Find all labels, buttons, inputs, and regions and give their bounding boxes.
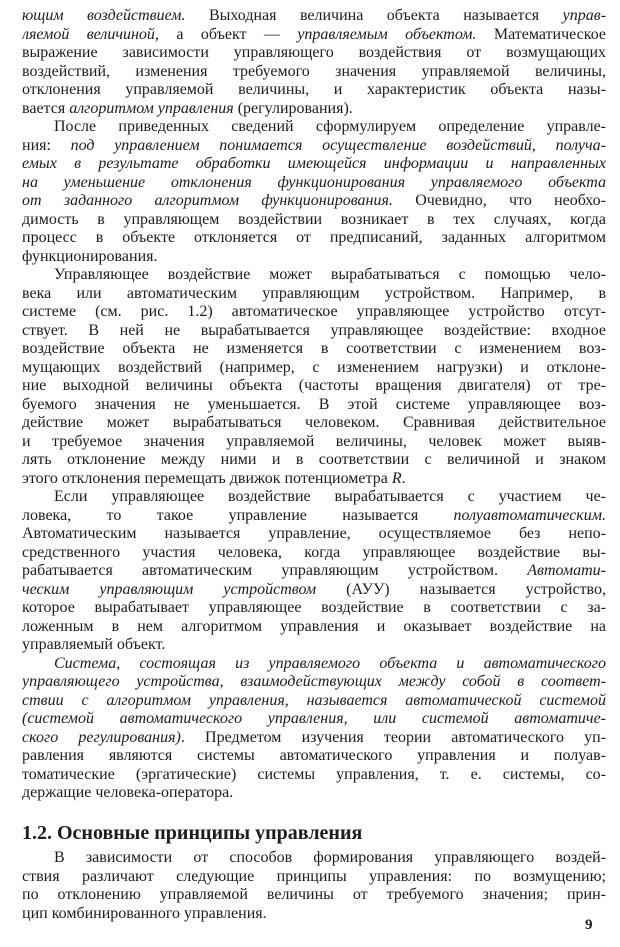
text-line	[22, 284, 606, 304]
text-run: .	[401, 469, 406, 487]
text-line	[54, 654, 606, 674]
text-run: действие может вырабатываться человеком. Сравнивая действительное	[22, 414, 606, 431]
text-line	[22, 450, 606, 470]
text-run: Управляющее воздействие может вырабатываться с помощью чело-	[54, 266, 606, 283]
text-run: ложенным в нем алгоритмом управления и оказывает воздействие на	[22, 617, 606, 635]
italic-run: управляющего устройства, взаимодействующих между собой в соответ-	[22, 673, 606, 690]
italic-run: ского регулирования)	[22, 728, 181, 746]
text-line	[22, 524, 606, 544]
text-run: (АУУ) называется устройство,	[316, 580, 606, 598]
text-line	[22, 469, 606, 489]
text-run: (регулирования).	[233, 99, 353, 117]
italic-run: под управлением понимается осуществление воздействий, получа-	[70, 136, 606, 154]
text-line	[54, 848, 606, 868]
text-run: Очевидно, что необхо-	[392, 192, 606, 209]
italic-run: на уменьшение отклонения функционирования управляемого объекта	[22, 173, 606, 191]
text-line	[22, 765, 606, 785]
text-line	[22, 904, 606, 924]
text-line	[22, 617, 606, 637]
text-line	[22, 321, 606, 341]
text-line	[22, 376, 606, 396]
text-run: Если управляющее воздействие вырабатывается с участием че-	[54, 488, 606, 505]
text-line	[54, 265, 606, 285]
text-run: буемого значения не уменьшается. В этой системе управляющее воз-	[22, 395, 606, 413]
italic-run: Система, состоящая из управляемого объекта и автоматического	[54, 654, 606, 672]
italic-run: управ-	[562, 7, 606, 24]
text-run: а объект —	[158, 25, 298, 43]
text-line	[22, 99, 606, 119]
text-line	[22, 302, 606, 322]
italic-run: емых в результате обработки имеющейся информации и направленных	[22, 155, 606, 172]
text-line	[22, 62, 606, 82]
text-line	[22, 358, 606, 378]
text-run: по отклонению управляемой величины от требуемого значения; прин-	[22, 886, 606, 903]
text-run: ствия различают следующие принципы управления: по возмущению;	[22, 867, 606, 885]
text-line	[22, 691, 606, 711]
text-line	[22, 543, 606, 563]
text-run: средственного участия человека, когда управляющее воздействие вы-	[22, 543, 606, 561]
text-line	[22, 395, 606, 415]
text-run: ловека, то такое управление называется	[22, 506, 454, 524]
italic-run: ческим управляющим устройством	[22, 580, 317, 598]
text-run: . Предметом изучения теории автоматического уп-	[180, 728, 606, 746]
text-run: отклонения управляемой величины, и характеристик объекта назы-	[22, 81, 606, 98]
text-line	[22, 136, 606, 156]
text-line	[22, 728, 606, 748]
text-line	[22, 598, 606, 618]
section-heading: 1.2. Основные принципы управления	[22, 822, 363, 844]
text-line	[22, 25, 606, 45]
text-line	[22, 867, 606, 887]
text-line	[22, 561, 606, 581]
text-run: которое вырабатывает управляющее воздействие в соответствии с за-	[22, 599, 606, 616]
text-line	[54, 487, 606, 507]
text-run: рабатывается автоматическим управляющим устройством.	[22, 562, 528, 579]
text-run: выражение зависимости управляющего воздействия от возмущающих	[22, 44, 606, 61]
text-line	[22, 432, 606, 452]
text-line	[22, 413, 606, 433]
text-line	[22, 506, 606, 526]
text-run: ния:	[22, 136, 71, 154]
italic-run: (системой автоматического управления, или системой автоматиче-	[22, 710, 606, 727]
italic-run: ющим воздействием.	[22, 7, 186, 24]
text-line	[22, 635, 606, 655]
text-line	[22, 580, 606, 600]
text-run: управляемый объект.	[22, 636, 166, 653]
text-line	[22, 173, 606, 193]
text-line	[22, 6, 606, 26]
text-run: Математическое	[476, 25, 606, 43]
text-run: Автоматическим называется управление, осуществляемое без непо-	[22, 525, 606, 542]
italic-run: от заданного алгоритмом функционирования.	[22, 192, 393, 209]
text-line	[22, 80, 606, 100]
italic-run: полуавтоматическим.	[453, 506, 606, 524]
text-line	[54, 117, 606, 137]
italic-run: ствии с алгоритмом управления, называется автоматической системой	[22, 691, 606, 709]
text-run: держащие человека-оператора.	[22, 784, 234, 801]
text-run: системе (см. рис. 1.2) автоматическое управляющее устройство отсут-	[22, 303, 606, 320]
text-line	[22, 191, 606, 211]
text-line	[22, 247, 606, 267]
text-run: лять отклонение между ними и в соответствии с величиной и знаком	[22, 451, 606, 468]
text-line	[22, 783, 606, 803]
text-line	[22, 210, 606, 230]
text-run: томатические (эргатические) системы управления, т. е. системы, со-	[22, 765, 606, 783]
text-run: димость в управляющем воздействии возникает в тех случаях, когда	[22, 210, 606, 228]
italic-run: Автомати-	[527, 562, 606, 579]
text-line	[22, 885, 606, 905]
text-line	[22, 154, 606, 174]
italic-run: ляемой величиной,	[22, 25, 159, 43]
text-run: этого отклонения перемещать движок потенциометра	[22, 469, 392, 487]
text-run: процесс в объекте отклоняется от предписаний, заданных алгоритмом	[22, 229, 606, 246]
text-run: ствует. В ней не вырабатывается управляющее воздействие: входное	[22, 321, 606, 339]
text-line	[22, 672, 606, 692]
text-run: века или автоматическим управляющим устройством. Например, в	[22, 284, 606, 302]
italic-run: алгоритмом управления	[69, 99, 234, 117]
text-run: вается	[22, 99, 70, 117]
italic-run: R	[391, 469, 402, 487]
text-run: воздействие объекта не изменяется в соответствии с изменением воз-	[22, 340, 606, 357]
text-line	[22, 43, 606, 63]
text-run: В зависимости от способов формирования управляющего воздей-	[54, 849, 606, 866]
italic-run: управляемым объектом.	[297, 25, 477, 43]
text-run: Выходная величина объекта называется	[185, 7, 563, 24]
text-line	[22, 228, 606, 248]
text-run: и требуемое значения управляемой величины, человек может выяв-	[22, 432, 606, 450]
text-line	[22, 339, 606, 359]
text-run: ние выходной величины объекта (частоты вращения двигателя) от тре-	[22, 377, 606, 394]
text-line	[22, 746, 606, 766]
text-run: равления являются системы автоматического управления и полуав-	[22, 747, 606, 764]
text-line	[22, 709, 606, 729]
text-run: воздействий, изменения требуемого значения управляемой величины,	[22, 62, 606, 80]
text-run: цип комбинированного управления.	[22, 904, 267, 922]
text-run: После приведенных сведений сформулируем определение управле-	[54, 118, 606, 135]
text-run: мущающих воздействий (например, с изменением нагрузки) и отклоне-	[22, 358, 606, 376]
page-number: 9	[585, 917, 593, 933]
text-run: функционирования.	[22, 247, 158, 265]
